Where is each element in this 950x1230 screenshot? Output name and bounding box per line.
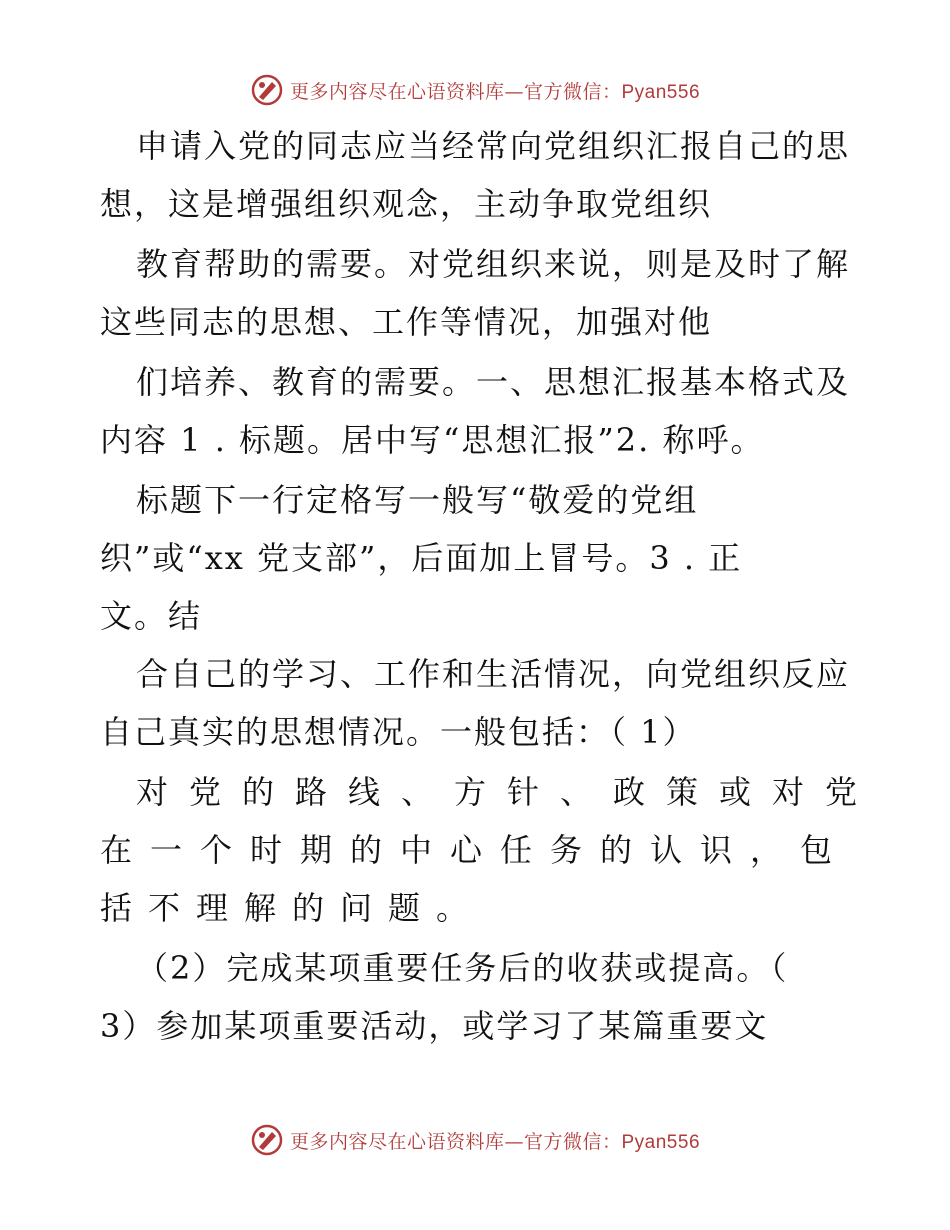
footer-watermark [0, 1120, 950, 1160]
text-line: 3）参加某项重要活动，或学习了某篇重要文 [100, 1007, 769, 1045]
text-line: 对党的路线、方针、政策或对党 [136, 773, 879, 811]
logo-icon [250, 1123, 284, 1157]
watermark-text: 更多内容尽在心语资料库—官方微信：Pyan556 [289, 1130, 701, 1153]
text-line: 在一个时期的中心任务的认识，包 [100, 831, 851, 869]
text-line: 合自己的学习、工作和生活情况，向党组织反应 [136, 655, 851, 693]
text-line: 们培养、教育的需要。一、思想汇报基本格式及 [136, 363, 851, 401]
watermark-text: 更多内容尽在心语资料库—官方微信：Pyan556 [289, 80, 701, 103]
logo-icon [250, 73, 284, 107]
text-line: 这些同志的思想、工作等情况，加强对他 [100, 303, 713, 341]
text-line: 标题下一行定格写一般写“敬爱的党组 [136, 481, 699, 519]
header-watermark [0, 70, 950, 110]
text-line: 想，这是增强组织观念，主动争取党组织 [100, 185, 713, 223]
text-line: 教育帮助的需要。对党组织来说，则是及时了解 [136, 245, 851, 283]
text-line: 申请入党的同志应当经常向党组织汇报自己的思 [136, 127, 851, 165]
text-line: 织”或“xx 党支部”，后面加上冒号。3 . 正 [100, 539, 743, 577]
text-line: 自己真实的思想情况。一般包括：（ 1） [100, 713, 697, 751]
text-line: 文。结 [100, 597, 203, 635]
text-line: 内容 1 . 标题。居中写“思想汇报”2. 称呼。 [100, 421, 765, 459]
text-line: （2）完成某项重要任务后的收获或提高。（ [136, 949, 789, 987]
text-line: 括不理解的问题。 [100, 889, 485, 927]
